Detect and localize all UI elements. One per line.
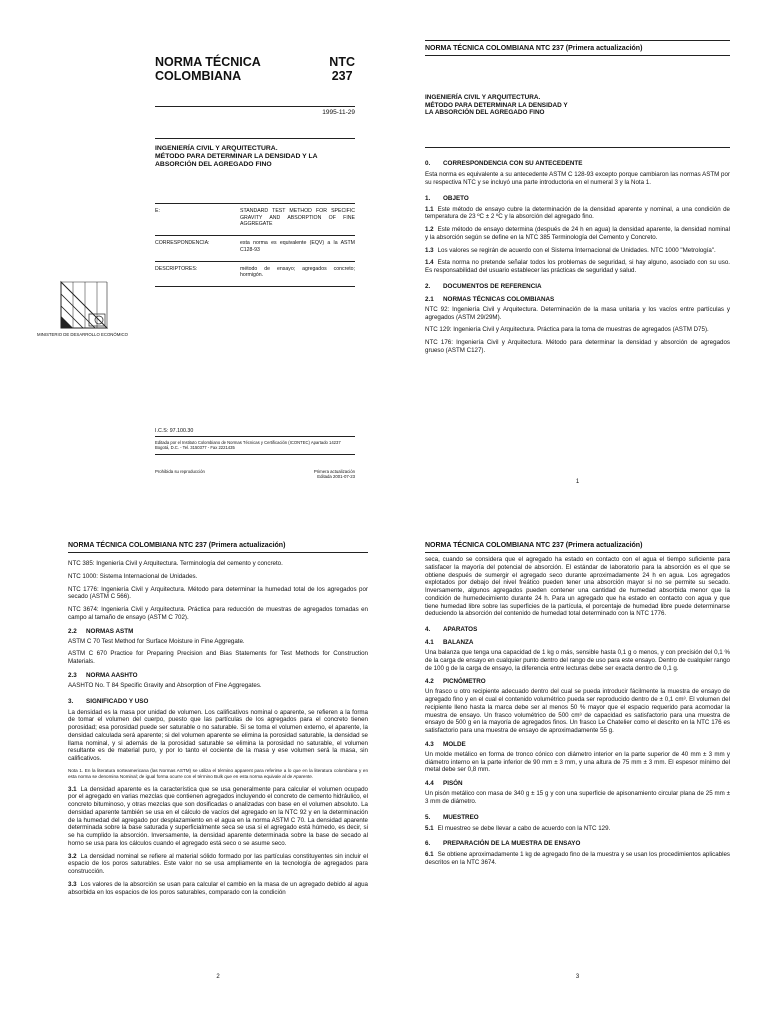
section-heading: 0. CORRESPONDENCIA CON SU ANTECEDENTE xyxy=(425,160,583,168)
subsection-heading: 2.2 NORMAS ASTM xyxy=(68,627,134,635)
section-heading: 4. APARATOS xyxy=(425,626,478,633)
paragraph: 3.2 La densidad nominal se refiere al material sólido formado por las partículas constituyentes sin incluir el espacio de los poros saturables. Este valor no se usa ampliamente en la tecnología de agregados para construcción. xyxy=(68,852,368,876)
reference-item: ASTM C 70 Test Method for Surface Moisture in Fine Aggregate. xyxy=(68,637,245,645)
paragraph: 3.1 La densidad aparente es la característica que se usa generalmente para calcular el volumen ocupado por el agregado en varias mezclas que contienen agregados incluyendo el concreto de cemento hidráulico, el concreto bituminoso, y otras mezclas que son dosificadas o analizadas con base en el volumen absoluto. La densidad aparente también se usa en el cálculo de vacíos del agregado en la NTC 92 y en la determinación de la humedad del agregado por desplazamiento en el agua en la norma ASTM C 70. La densidad aparente determinada sobre la base saturada y superficialmente seca se usa si el agregado está húmedo, es decir, si se ha cumplido la absorción. Inversamente, la densidad aparente determinada sobre la base de secado al horno se usa para los cálculos cuando el agregado está seco o se asume seco. xyxy=(68,785,368,847)
reference-item: ASTM C 670 Practice for Preparing Precision and Bias Statements for Test Methods for Construction Materials. xyxy=(68,650,368,665)
subsection-heading: 4.1 BALANZA xyxy=(425,639,474,646)
meta-row: CORRESPONDENCIA: esta norma es equivalente (EQV) a la ASTM C128-93 xyxy=(155,235,355,261)
revision-label: Primera actualización xyxy=(313,468,355,474)
cover-title xyxy=(155,56,355,84)
paragraph: Esta norma es equivalente a su antecedente ASTM C 128-93 excepto porque cambiaron las normas ASTM por su respectiva NTC y se incluyó una parte introductoria en el numeral 3 y la Nota 1. xyxy=(425,171,730,186)
paragraph: 3.3 Los valores de la absorción se usan para calcular el cambio en la masa de un agregado debido al agua absorbida en los espacios de los poros saturables, comparado con la condición xyxy=(68,880,368,896)
paragraph: Un pisón metálico con masa de 340 g ± 15 g y con una superficie de apisonamiento circular plana de 25 mm ± 3 mm de diámetro. xyxy=(425,790,730,805)
subsection-heading: 4.4 PISÓN xyxy=(425,780,463,787)
subsection-heading: 2.1 NORMAS TÉCNICAS COLOMBIANAS xyxy=(425,295,555,303)
paragraph: 5.1 El muestreo se debe llevar a cabo de acuerdo con la NTC 129. xyxy=(425,824,611,832)
page-number: 2 xyxy=(216,974,220,980)
subsection-heading: 4.3 MOLDE xyxy=(425,740,466,748)
document-page-1 xyxy=(425,40,730,485)
page-number: 1 xyxy=(575,479,580,485)
document-page-2 xyxy=(68,540,368,980)
meta-row: DESCRIPTORES: método de ensayo; agregados concreto; hormigón. xyxy=(155,261,355,288)
running-header: NORMA TÉCNICA COLOMBIANA NTC 237 (Primera actualización) xyxy=(425,40,730,56)
standard-code: NTC xyxy=(329,55,355,69)
page-subject: INGENIERÍA CIVIL Y ARQUITECTURA. MÉTODO PARA DETERMINAR LA DENSIDAD Y LA ABSORCIÓN DEL AGREGADO FINO xyxy=(425,94,568,117)
reference-item: AASHTO No. T 84 Specific Gravity and Absorption of Fine Aggregates. xyxy=(68,681,262,689)
section-heading: 6. PREPARACIÓN DE LA MUESTRA DE ENSAYO xyxy=(425,840,581,848)
cover-metadata xyxy=(155,203,355,287)
title-line-2: COLOMBIANA xyxy=(155,68,242,83)
section-heading: 2. DOCUMENTOS DE REFERENCIA xyxy=(425,282,542,290)
section-heading: 1. OBJETO xyxy=(425,194,469,202)
running-header: NORMA TÉCNICA COLOMBIANA NTC 237 (Primera actualización) xyxy=(425,540,730,553)
page-number: 3 xyxy=(575,974,580,980)
title-line-1: NORMA TÉCNICA xyxy=(155,55,261,69)
reference-item: NTC 385: Ingeniería Civil y Arquitectura. Terminología del cemento y concreto. xyxy=(68,560,283,567)
reference-item: NTC 1000: Sistema Internacional de Unidades. xyxy=(68,572,198,580)
paragraph: La densidad es la masa por unidad de volumen. Los calificativos nominal o aparente, se refieren a la forma de tomar el volumen del cuerpo, puesto que las partículas de los agregados para el concreto tienen porosidad; esa porosidad puede ser saturable o no saturable. Si se toma el volumen externo, el aparente, la densidad calculada será aparente; si del volumen aparente se elimina la porosidad saturable, la densidad se llama nominal, y si además de la porosidad saturable se elimina la porosidad no saturable, el volumen resultante es de material puro, y por lo tanto el cociente de la masa y ese volumen será la masa, sin calificativos. xyxy=(68,708,368,762)
cover-page xyxy=(37,40,355,485)
ics-code: I.C.S: 97.100.30 xyxy=(155,428,355,437)
revision-date: Editada 2001-07-23 xyxy=(317,474,355,480)
reference-item: NTC 129: Ingeniería Civil y Arquitectura. Práctica para la toma de muestras de agregados (ASTM D75). xyxy=(425,326,709,334)
paragraph: Un frasco u otro recipiente adecuado dentro del cual se pueda introducir fácilmente la muestra de ensayo de agregado fino y en el cual el contenido volumétrico pueda ser reproducido dentro de ± 0,1 cm³. El volumen del recipiente lleno hasta la marca debe ser al menos 50 % mayor que el espacio requerido para acomodar la muestra de ensayo. Un frasco volumétrico de 500 cm³ de capacidad es satisfactorio para una muestra de ensayo de 500 g en la mayoría de agregados finos. Un frasco Le Chatelier como el descrito en la NTC 176 es satisfactorio para una muestra de ensayo de aproximadamente 55 g. xyxy=(425,688,730,734)
cover-subject: INGENIERÍA CIVIL Y ARQUITECTURA. MÉTODO PARA DETERMINAR LA DENSIDAD Y LA ABSORCIÓN DEL AGREGADO FINO xyxy=(155,138,355,169)
ministry-name: MINISTERIO DE DESARROLLO ECONÓMICO xyxy=(37,332,128,337)
subsection-heading: 2.3 NORMA AASHTO xyxy=(68,671,138,679)
ministry-logo-icon xyxy=(59,280,111,330)
paragraph: 1.4 Esta norma no pretende señalar todos los problemas de seguridad, si hay alguno, asociado con su uso. Es responsabilidad del usuario establecer las prácticas de seguridad y salud. xyxy=(425,259,730,275)
paragraph: Una balanza que tenga una capacidad de 1 kg o más, sensible hasta 0,1 g o menos, y con precisión del 0,1 % de la carga de ensayo en cualquier punto dentro del rango de uso para este ensayo. Dentro de cualquier rango de 100 g de la carga de ensayo, la diferencia entre lecturas debe ser exacta dentro de 0,1 g. xyxy=(425,649,730,672)
reference-item: NTC 3674: Ingeniería Civil y Arquitectura. Práctica para reducción de muestras de agregados tomadas en campo al tamaño de ensayo (ASTM C 702). xyxy=(68,606,368,621)
publisher-info: Editada por el Instituto Colombiano de Normas Técnicas y Certificación (ICONTEC) Apartado 14237 Bogotá, D.C. - Tel. 3150377 - Fax 2221435 xyxy=(155,437,355,455)
note: Nota 1. En la literatura norteamericana (las Normas ASTM) se utiliza el término apparent para referirse a lo que en la literatura colombiana y en esta norma se denomina Nominal; de igual forma ocurre con el término Bulk que en esta norma equivale al de Aparente. xyxy=(68,767,368,779)
reproduction-notice: Prohibida su reproducción xyxy=(155,468,205,474)
paragraph: 1.1 Este método de ensayo cubre la determinación de la densidad aparente y nominal, a una condición de temperatura de 23 ºC ± 2 ºC y la absorción del agregado fino. xyxy=(425,205,730,221)
standard-number: 237 xyxy=(331,68,353,83)
reference-item: NTC 1776: Ingeniería Civil y Arquitectura. Método para determinar la humedad total de los agregados por secado (ASTM C 566). xyxy=(68,585,368,601)
running-header: NORMA TÉCNICA COLOMBIANA NTC 237 (Primera actualización) xyxy=(68,540,368,553)
cover-footer xyxy=(155,428,355,480)
section-heading: 3. SIGNIFICADO Y USO xyxy=(68,697,149,705)
section-heading: 5. MUESTREO xyxy=(425,813,479,821)
reference-item: NTC 92: Ingeniería Civil y Arquitectura. Determinación de la masa unitaria y los vacíos entre partículas y agregados (ASTM 29/29M). xyxy=(425,305,730,321)
subsection-heading: 4.2 PICNÓMETRO xyxy=(425,678,486,686)
paragraph: 6.1 Se obtiene aproximadamente 1 kg de agregado fino de la muestra y se usan los procedimientos aplicables descritos en la NTC 3674. xyxy=(425,851,730,866)
reference-item: NTC 176: Ingeniería Civil y Arquitectura. Método para determinar la densidad y absorción de agregados grueso (ASTM C127). xyxy=(425,339,730,354)
ministry-logo xyxy=(37,280,132,337)
paragraph: seca, cuando se considera que el agregado ha estado en contacto con el agua el tiempo suficiente para satisfacer la mayoría del potencial de absorción. El estándar de laboratorio para la absorción es el que se obtiene después de sumergir el agregado seco durante aproximadamente 24 h en agua. Los agregados explotados por debajo del nivel freático pueden tener una absorción mayor si no se permite su secado. Inversamente, algunos agregados pueden contener una cantidad de humedad absorbida menor que la condición de humedecimiento durante 24 h. Para un agregado que ha estado en contacto con agua y que tiene humedad libre sobre las superficies de la partícula, el porcentaje de humedad libre puede determinarse deduciendo la absorción del contenido de humedad total determinado con la NTC 1776. xyxy=(425,556,730,618)
cover-date: 1995-11-29 xyxy=(322,108,355,116)
meta-row: E: STANDARD TEST METHOD FOR SPECIFIC GRAVITY AND ABSORPTION OF FINE AGGREGATE xyxy=(155,203,355,235)
paragraph: 1.2 Este método de ensayo determina (después de 24 h en agua) la densidad aparente, la densidad nominal y la absorción según se define en la NTC 385 Terminología del Cemento y Concreto. xyxy=(425,226,730,241)
document-page-3 xyxy=(425,540,730,980)
paragraph: Un molde metálico en forma de tronco cónico con diámetro interior en la parte superior de 40 mm ± 3 mm y diámetro interno en la parte inferior de 90 mm ± 3 mm, y una altura de 75 mm ± 3 mm. El espesor mínimo del metal debe ser 0,8 mm. xyxy=(425,750,730,774)
paragraph: 1.3 Los valores se regirán de acuerdo con el Sistema Internacional de Unidades. NTC 1000 "Metrología". xyxy=(425,246,716,254)
